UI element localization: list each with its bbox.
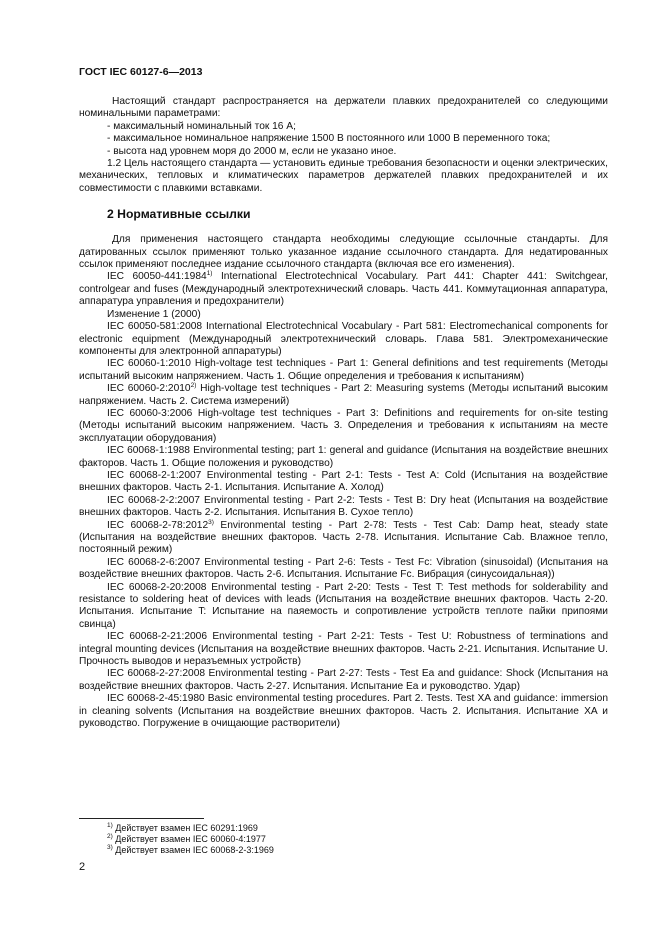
scope-paragraph: Настоящий стандарт распространяется на держатели плавких предохранителей со следующими номинальными параметрами: <box>79 96 608 120</box>
reference-item <box>79 693 608 730</box>
reference-text: Environmental testing - Part 2-20: Tests - Test T: Test methods for solderability and resistance to soldering heat of devices with leads (Испытания на воздействие внешних факторов. Часть 2-20. Испытания. Испытание T: Испытание на паяемость и сопротивление устройств теплоте пайки припоями свинца) <box>79 581 608 630</box>
reference-code: IEC 60050-441:1984 <box>107 271 207 283</box>
document-header: ГОСТ IEC 60127-6—2013 <box>79 66 203 78</box>
reference-item <box>79 309 608 321</box>
reference-item <box>79 445 608 470</box>
reference-item <box>79 358 608 383</box>
reference-text: Environmental testing - Part 2-2: Tests - Test B: Dry heat (Испытания на воздействие внешних факторов. Часть 2-2. Испытания. Испытания В. Сухое тепло) <box>79 494 608 519</box>
reference-text: Environmental testing - Part 2-21: Tests - Test U: Robustness of terminations and integral mounting devices (Испытания на воздействие внешних факторов. Часть 2-21. Испытания. Испытание U. Прочность выводов и неразъемных устройств) <box>79 631 608 668</box>
reference-text: Environmental testing - Part 2-6: Tests - Test Fc: Vibration (sinusoidal) (Испытания на воздействие внешних факторов. Часть 2-6. Испытания. Испытание Fc. Вибрация (синусоидальная)) <box>79 556 608 581</box>
reference-item <box>79 582 608 632</box>
footnote-text: Действует взамен IEC 60060-4:1977 <box>112 834 266 845</box>
reference-text: High-voltage test techniques - Part 1: General definitions and test requirements (Методы испытаний высоким напряжением. Часть 1. Общие определения и требования к испытаниям) <box>79 358 608 382</box>
reference-code: IEC 60060-1:2010 <box>107 358 191 370</box>
reference-code: Изменение 1 (2000) <box>107 308 201 320</box>
reference-item <box>79 631 608 668</box>
footnote-divider <box>79 818 204 819</box>
reference-item <box>79 470 608 495</box>
reference-code: IEC 60068-2-78:2012 <box>107 519 209 531</box>
footnote-text: Действует взамен IEC 60068-2-3:1969 <box>112 845 274 856</box>
scope-item-altitude: - высота над уровнем моря до 2000 м, если не указано иное. <box>107 145 397 157</box>
footnotes <box>79 823 274 857</box>
reference-code: IEC 60068-2-1:2007 <box>107 469 202 481</box>
reference-code: IEC 60068-2-45:1980 <box>107 693 205 705</box>
document-body <box>79 96 608 731</box>
page-number: 2 <box>79 861 86 873</box>
reference-text: High-voltage test techniques - Part 2: Measuring systems (Методы испытаний высоким напряжением. Часть 2. Система измерений) <box>79 383 608 407</box>
refs-intro-paragraph: Для применения настоящего стандарта необходимы следующие ссылочные стандарты. Для датированных ссылок применяют только указанное издание ссылочного стандарта. Для недатированных ссылок применяют последнее издание ссылочного стандарта (включая все его изменения). <box>79 234 608 271</box>
reference-text: Environmental testing; part 1: general and guidance (Испытания на воздействие внешних факторов. Часть 1. Общие положения и руководство) <box>79 445 608 469</box>
footnote-mark: 1) <box>107 822 113 829</box>
scope-item-current: - максимальный номинальный ток 16 А; <box>107 120 296 132</box>
reference-item <box>79 495 608 520</box>
reference-item <box>79 408 608 445</box>
footnote <box>79 845 274 856</box>
reference-text: International Electrotechnical Vocabulary. Part 441: Chapter 441: Switchgear, controlgear and fuses (Международный электротехнический словарь. Часть 441. Коммутационная аппаратура, аппаратура управления и предохранители) <box>79 271 609 308</box>
reference-item <box>79 668 608 693</box>
section-title: 2 Нормативные ссылки <box>107 207 251 222</box>
reference-code: IEC 60068-2-20:2008 <box>107 581 207 593</box>
reference-item <box>79 520 608 557</box>
reference-code: IEC 60068-2-27:2008 <box>107 668 206 680</box>
footnote-mark: 1) <box>206 270 213 278</box>
footnote-mark: 2) <box>107 833 113 841</box>
reference-text: High-voltage test techniques - Part 3: Definitions and requirements for on-site testing (Методы испытаний высоким напряжением. Часть 3. Определения и требования к испытаниям на месте эксплуатации оборудования) <box>79 407 608 444</box>
reference-text: Basic environmental testing procedures. Part 2. Tests. Test XA and guidance: immersion in cleaning solvents (Испытания на воздействие внешних факторов. Часть 2. Испытания. Испытание XA и руководство. Погружение в очищающие растворители) <box>79 693 608 730</box>
reference-code: IEC 60060-2:2010 <box>107 383 191 395</box>
reference-item <box>79 557 608 582</box>
footnote-mark: 3) <box>107 844 113 852</box>
reference-item <box>79 383 608 408</box>
reference-text: Environmental testing - Part 2-1: Tests - Test A: Cold (Испытания на воздействие внешних факторов. Часть 2-1. Испытания. Испытание А. Холод) <box>79 469 608 494</box>
footnote-mark: 3) <box>208 518 214 526</box>
footnote-mark: 2) <box>190 382 197 390</box>
reference-code: IEC 60068-2-21:2006 <box>107 631 207 643</box>
reference-code: IEC 60068-2-6:2007 <box>107 556 201 568</box>
reference-text: International Electrotechnical Vocabulary - Part 581: Electromechanical components for electronic equipment (Международный электротехнический словарь. Глава 581. Электромеханические компоненты для электронной аппаратуры) <box>79 321 608 357</box>
reference-code: IEC 60068-1:1988 <box>107 445 190 457</box>
scope-item-voltage: - максимальное номинальное напряжение 1500 В постоянного или 1000 В переменного тока; <box>107 133 551 145</box>
reference-code: IEC 60068-2-2:2007 <box>107 494 200 506</box>
reference-item <box>79 321 608 358</box>
footnote-text: Действует взамен IEC 60291:1969 <box>112 823 258 833</box>
purpose-paragraph: 1.2 Цель настоящего стандарта — установить единые требования безопасности и оценки электрических, механических, тепловых и климатических параметров держателей плавких предохранителей и их совместимости с плавкими вставками. <box>79 158 608 194</box>
reference-code: IEC 60050-581:2008 <box>107 321 203 333</box>
reference-item <box>79 271 608 308</box>
reference-code: IEC 60060-3:2006 <box>107 407 193 419</box>
reference-text: Environmental testing - Part 2-27: Tests - Test Ea and guidance: Shock (Испытания на воздействие внешних факторов. Часть 2-27. Испытания. Испытание Ea и руководство. Удар) <box>79 668 609 692</box>
reference-text: Environmental testing - Part 2-78: Tests - Test Cab: Damp heat, steady state (Испытания на воздействие внешних факторов. Часть 2-78. Испытания. Испытание Cab. Влажное тепло, постоянный режим) <box>79 519 608 556</box>
